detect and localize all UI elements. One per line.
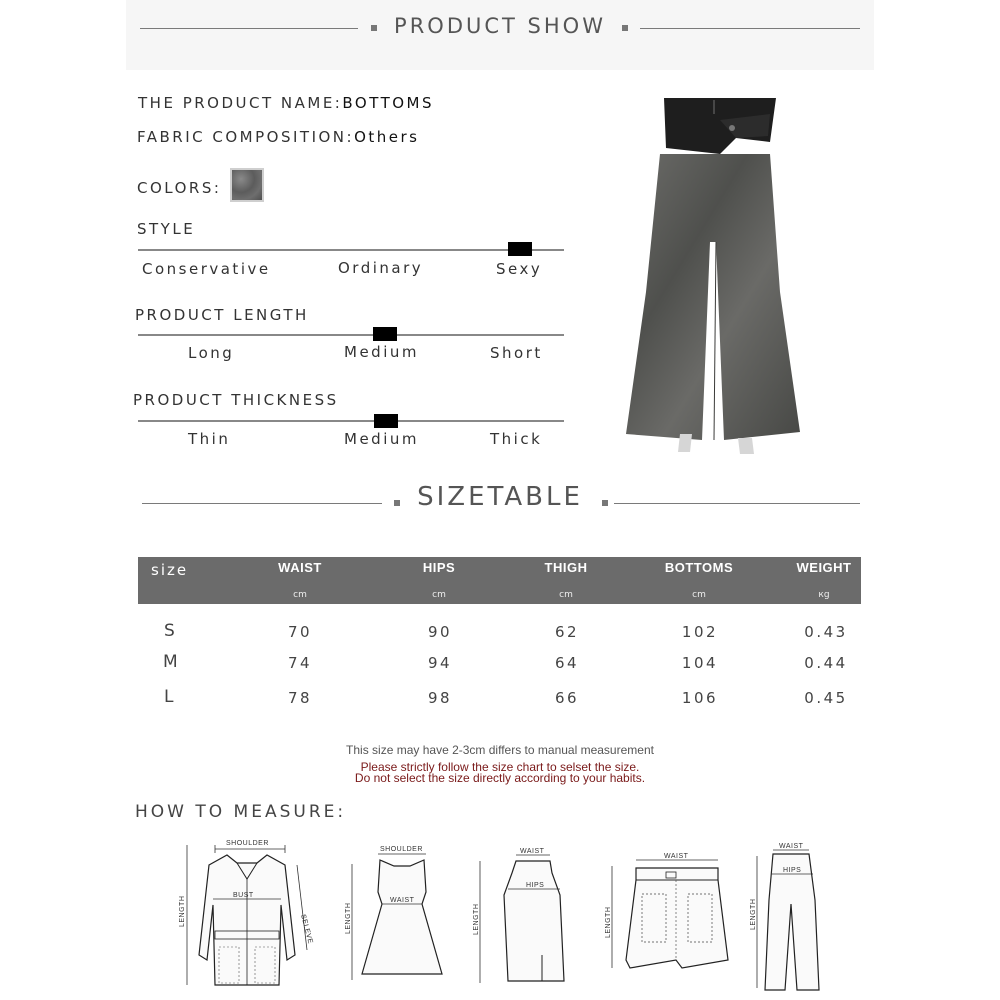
shorts-waist-label: WAIST: [664, 853, 689, 860]
unit-weight: кg: [818, 590, 830, 600]
size-note: This size may have 2-3cm differs to manual measurement: [346, 743, 654, 757]
skirt-diagram: [468, 845, 578, 990]
skirt-length-label: LENGTH: [473, 903, 480, 935]
shorts-diagram: [600, 848, 735, 978]
jacket-diagram: [175, 835, 320, 995]
skirt-waist-label: WAIST: [520, 848, 545, 855]
product-name-row: [138, 94, 434, 112]
col-header-waist: WAIST: [278, 560, 322, 575]
thickness-title: PRODUCT THICKNESS: [133, 391, 339, 409]
col-header-hips: HIPS: [422, 560, 456, 575]
jacket-sleeve-label: SELEVE: [299, 913, 314, 945]
header-rule-right: [640, 28, 860, 29]
length-scale-line: [138, 334, 564, 336]
style-scale-line: [138, 249, 564, 251]
thickness-scale-line: [138, 420, 564, 422]
unit-bottoms: cm: [692, 590, 706, 600]
unit-thigh: cm: [559, 590, 573, 600]
pants-waist-label: WAIST: [779, 843, 804, 850]
header-square-right: [622, 25, 628, 31]
cell-weight: 0.45: [804, 689, 848, 707]
sizetable-rule-right: [614, 503, 860, 504]
thickness-marker: [374, 414, 398, 428]
pants-diagram: [745, 840, 840, 995]
jacket-length-label: LENGTH: [179, 895, 186, 927]
cell-waist: 74: [287, 654, 313, 672]
row-size: L: [164, 687, 174, 707]
shorts-length-label: LENGTH: [605, 906, 612, 938]
dress-length-label: LENGTH: [345, 902, 352, 934]
fabric-label: FABRIC COMPOSITION:: [137, 128, 355, 146]
row-size: M: [163, 652, 178, 672]
cell-bottoms: 104: [681, 654, 719, 672]
pants-length-label: LENGTH: [750, 898, 757, 930]
col-header-size: size: [151, 561, 189, 579]
size-warning-2: Do not select the size directly according to your habits.: [354, 771, 646, 785]
cell-hips: 94: [427, 654, 453, 672]
how-to-measure-title: HOW TO MEASURE:: [135, 802, 347, 822]
product-image: [620, 92, 810, 464]
cell-thigh: 62: [554, 623, 580, 641]
skirt-hips-label: HIPS: [526, 882, 545, 889]
cell-thigh: 64: [554, 654, 580, 672]
sizetable-title: SIZETABLE: [417, 482, 583, 512]
style-marker: [508, 242, 532, 256]
dress-waist-label: WAIST: [390, 897, 415, 904]
col-header-bottoms: BOTTOMS: [664, 560, 734, 575]
cell-weight: 0.43: [804, 623, 848, 641]
size-warning-1: Please strictly follow the size chart to selset the size.: [360, 760, 640, 774]
length-marker: [373, 327, 397, 341]
cell-waist: 70: [287, 623, 313, 641]
length-option-short: Short: [490, 344, 543, 362]
product-name-value: BOTTOMS: [342, 94, 435, 112]
length-option-medium: Medium: [344, 343, 419, 361]
thickness-option-thick: Thick: [490, 430, 543, 448]
style-title: STYLE: [137, 220, 196, 238]
cell-weight: 0.44: [804, 654, 848, 672]
length-title: PRODUCT LENGTH: [135, 306, 309, 324]
sizetable-square-right: [602, 500, 608, 506]
col-header-weight: WEIGHT: [796, 560, 852, 575]
cell-hips: 98: [427, 689, 453, 707]
style-option-ordinary: Ordinary: [338, 259, 424, 277]
cell-waist: 78: [287, 689, 313, 707]
colors-label: COLORS:: [137, 179, 222, 197]
jacket-shoulder-label: SHOULDER: [226, 840, 269, 847]
unit-hips: cm: [432, 590, 446, 600]
dress-diagram: [340, 842, 445, 992]
col-header-thigh: THIGH: [544, 560, 588, 575]
cell-bottoms: 102: [681, 623, 719, 641]
cell-hips: 90: [427, 623, 453, 641]
thickness-option-medium: Medium: [344, 430, 419, 448]
cell-thigh: 66: [554, 689, 580, 707]
cell-bottoms: 106: [681, 689, 719, 707]
style-option-sexy: Sexy: [496, 260, 543, 278]
length-option-long: Long: [188, 344, 235, 362]
product-name-label: THE PRODUCT NAME:: [138, 94, 343, 112]
pants-hips-label: HIPS: [783, 867, 802, 874]
style-option-conservative: Conservative: [142, 260, 271, 278]
color-swatch[interactable]: [230, 168, 264, 202]
jacket-bust-label: BUST: [233, 892, 254, 899]
unit-waist: cm: [293, 590, 307, 600]
dress-shoulder-label: SHOULDER: [380, 846, 423, 853]
fabric-value: Others: [354, 128, 420, 146]
row-size: S: [164, 621, 175, 641]
page-title: PRODUCT SHOW: [394, 14, 606, 38]
fabric-row: [137, 128, 419, 146]
thickness-option-thin: Thin: [188, 430, 231, 448]
